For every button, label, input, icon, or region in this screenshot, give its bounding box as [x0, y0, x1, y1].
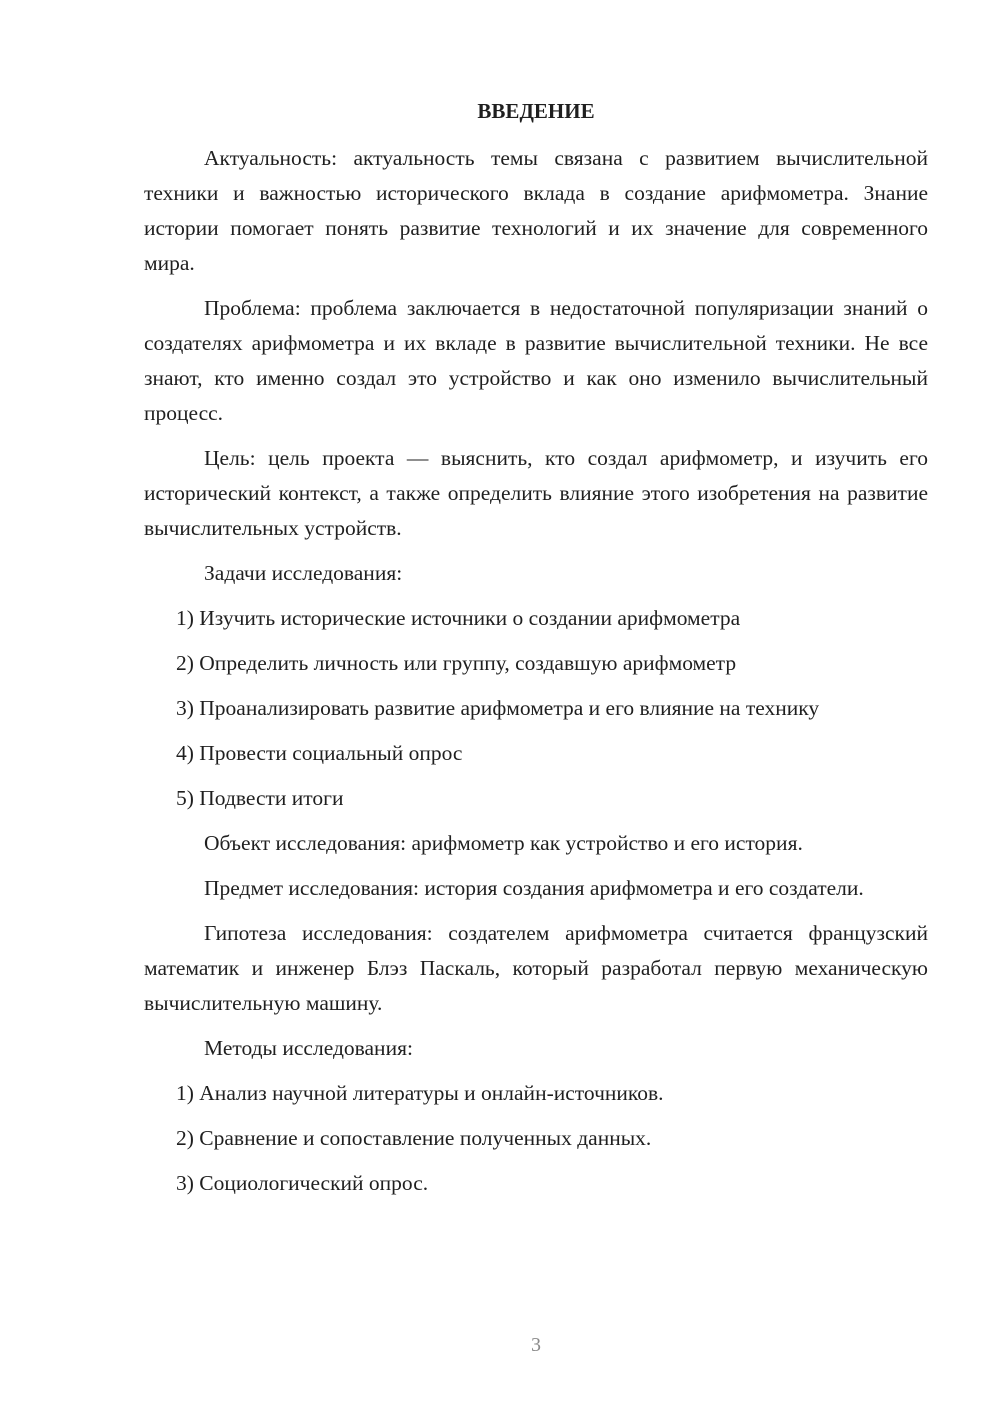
list-item: 4) Провести социальный опрос — [176, 741, 463, 765]
list-item: 5) Подвести итоги — [176, 786, 344, 810]
paragraph-hypothesis: Гипотеза исследования: создателем арифмометра считается французский математик и инженер Блэз Паскаль, который разработал первую механическую вычислительную машину. — [144, 921, 928, 1015]
paragraph-relevance: Актуальность: актуальность темы связана с развитием вычислительной техники и важностью исторического вклада в создание арифмометра. Знание истории помогает понять развитие технологий и их значение для современного мира. — [144, 146, 928, 275]
paragraph-goal: Цель: цель проекта — выяснить, кто создал арифмометр, и изучить его исторический контекст, а также определить влияние этого изобретения на развитие вычислительных устройств. — [144, 446, 928, 540]
tasks-heading: Задачи исследования: — [204, 561, 403, 585]
list-item: 2) Определить личность или группу, создавшую арифмометр — [176, 651, 737, 675]
methods-list — [144, 1076, 928, 1201]
tasks-list — [144, 601, 928, 816]
section-title: ВВЕДЕНИЕ — [477, 99, 595, 123]
list-item: 2) Сравнение и сопоставление полученных данных. — [176, 1126, 652, 1150]
document-page — [144, 96, 928, 1211]
page-number: 3 — [531, 1334, 541, 1356]
paragraph-problem: Проблема: проблема заключается в недостаточной популяризации знаний о создателях арифмометра и их вкладе в развитие вычислительной техники. Не все знают, кто именно создал это устройство и как оно изменило вычислительный процесс. — [144, 296, 928, 425]
list-item: 3) Социологический опрос. — [176, 1171, 429, 1195]
paragraph-object: Объект исследования: арифмометр как устройство и его история. — [204, 831, 803, 855]
methods-heading: Методы исследования: — [204, 1036, 413, 1060]
list-item: 1) Анализ научной литературы и онлайн-источников. — [176, 1081, 664, 1105]
list-item: 1) Изучить исторические источники о создании арифмометра — [176, 606, 741, 630]
paragraph-subject: Предмет исследования: история создания арифмометра и его создатели. — [204, 876, 864, 900]
list-item: 3) Проанализировать развитие арифмометра и его влияние на технику — [176, 696, 820, 720]
